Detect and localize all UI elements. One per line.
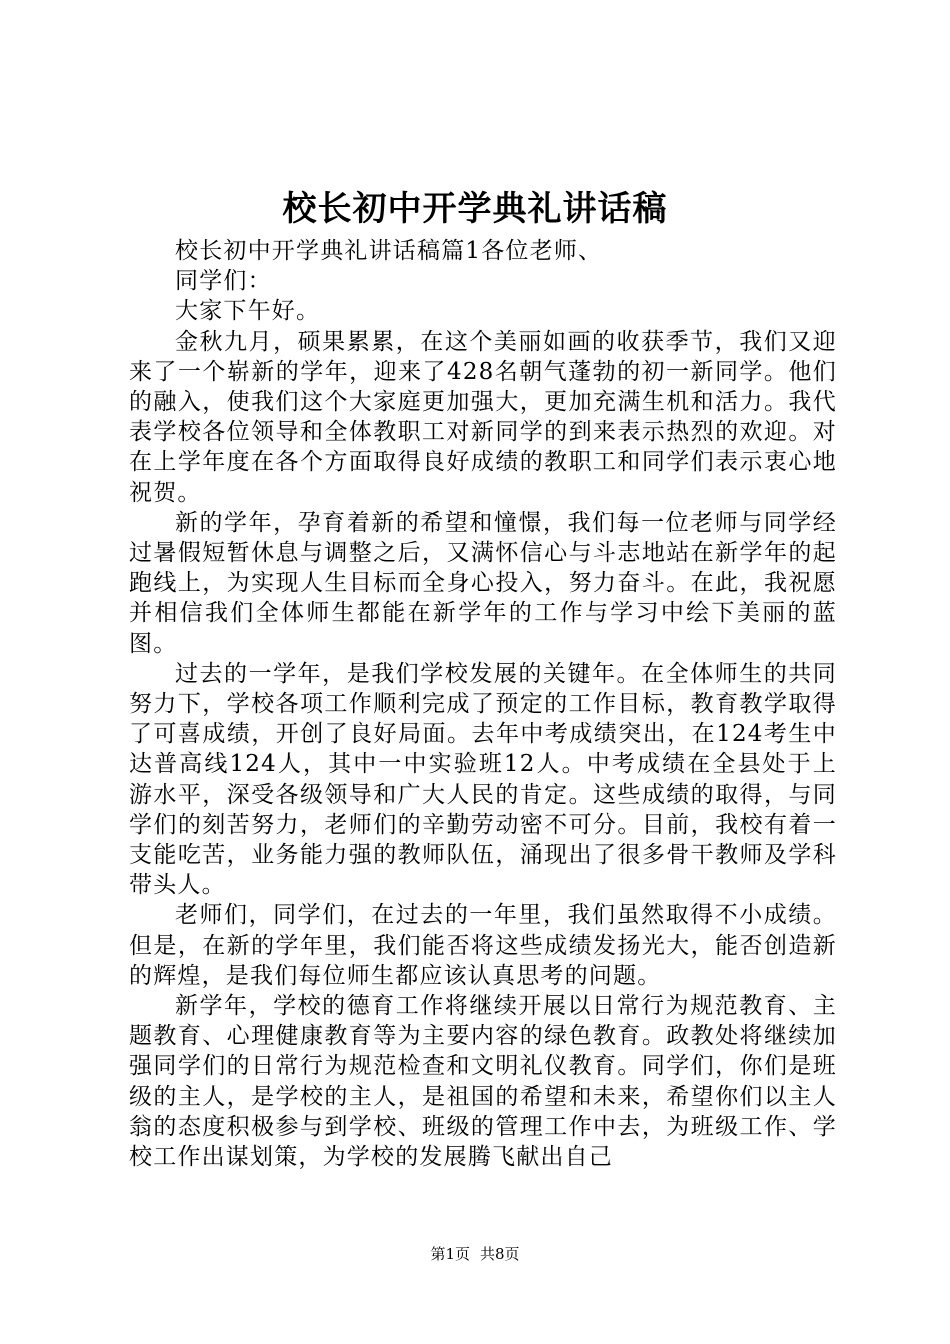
paragraph-2: 同学们： xyxy=(175,268,272,295)
paragraph-7: 老师们，同学们，在过去的一年里，我们虽然取得不小成绩。但是，在新的学年里，我们能否将这些成绩发扬光大，能否创造新的辉煌，是我们每位师生都应该认真思考的问题。 xyxy=(129,902,837,989)
page-footer xyxy=(0,1244,950,1264)
paragraph-3: 大家下午好。 xyxy=(175,298,321,325)
paragraph-8: 新学年，学校的德育工作将继续开展以日常行为规范教育、主题教育、心理健康教育等为主要内容的绿色教育。政教处将继续加强同学们的日常行为规范检查和文明礼仪教育。同学们，你们是班级的主人，是学校的主人，是祖国的希望和未来，希望你们以主人翁的态度积极参与到学校、班级的管理工作中去，为班级工作、学校工作出谋划策，为学校的发展腾飞献出自己 xyxy=(129,993,837,1171)
paragraph-6: 过去的一学年，是我们学校发展的关键年。在全体师生的共同努力下，学校各项工作顺利完成了预定的工作目标，教育教学取得了可喜成绩，开创了良好局面。去年中考成绩突出，在124考生中达普高线124人，其中一中实验班12人。中考成绩在全县处于上游水平，深受各级领导和广大人民的肯定。这些成绩的取得，与同学们的刻苦努力，老师们的辛勤劳动密不可分。目前，我校有着一支能吃苦，业务能力强的教师队伍，涌现出了很多骨干教师及学科带头人。 xyxy=(129,660,837,899)
page-total: 共8页 xyxy=(480,1245,520,1263)
document-title: 校长初中开学典礼讲话稿 xyxy=(282,189,668,229)
document-body xyxy=(129,236,837,1172)
paragraph-4: 金秋九月，硕果累累，在这个美丽如画的收获季节，我们又迎来了一个崭新的学年，迎来了428名朝气蓬勃的初一新同学。他们的融入，使我们这个大家庭更加强大，更加充满生机和活力。我代表学校各位领导和全体教职工对新同学的到来表示热烈的欢迎。对在上学年度在各个方面取得良好成绩的教职工和同学们表示衷心地祝贺。 xyxy=(129,328,837,506)
paragraph-5: 新的学年，孕育着新的希望和憧憬，我们每一位老师与同学经过暑假短暂休息与调整之后，又满怀信心与斗志地站在新学年的起跑线上，为实现人生目标而全身心投入，努力奋斗。在此，我祝愿并相信我们全体师生都能在新学年的工作与学习中绘下美丽的蓝图。 xyxy=(129,509,837,657)
paragraph-1: 校长初中开学典礼讲话稿篇1各位老师、 xyxy=(175,238,603,264)
page-number: 第1页 xyxy=(430,1245,470,1263)
